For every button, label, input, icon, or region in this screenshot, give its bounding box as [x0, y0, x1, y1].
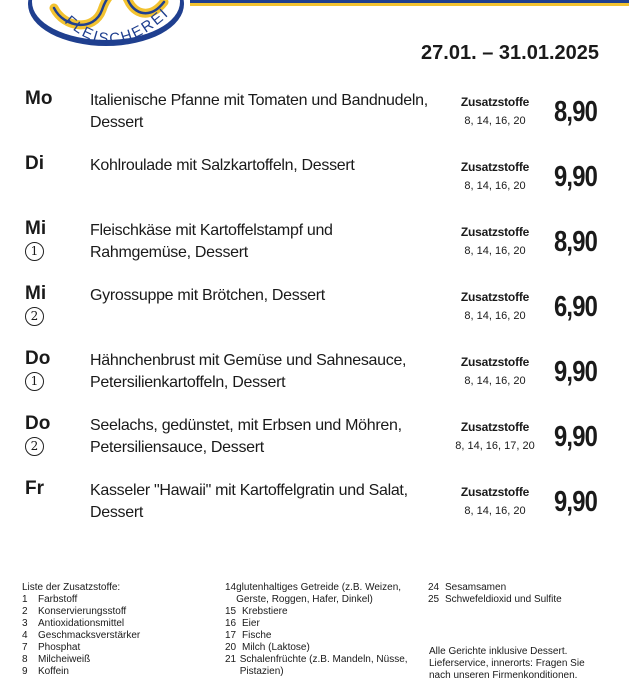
additives-codes: 8, 14, 16, 20	[464, 375, 526, 387]
additive-name: Sesamsamen	[445, 582, 507, 593]
menu-row	[0, 153, 629, 217]
additive-number: 9	[22, 666, 28, 677]
additives-codes: 8, 14, 16, 20	[464, 115, 526, 127]
additive-number: 15	[225, 606, 237, 617]
logo-text: FLEISCHEREI	[61, 4, 173, 48]
additive-name: Geschmacksverstärker	[38, 630, 141, 641]
menu-day	[25, 283, 70, 326]
additive-name: Koffein	[38, 666, 69, 677]
additive-number: 24	[428, 582, 440, 593]
dish-description: Kasseler "Hawaii" mit Kartoffelgratin und Salat, Dessert	[90, 482, 408, 521]
fleischerei-logo	[24, 0, 189, 70]
additive-legend-item	[225, 630, 425, 642]
additives-legend-column-2	[225, 582, 425, 678]
additive-legend-item	[428, 582, 562, 594]
additive-legend-item	[22, 642, 140, 654]
note-line-delivery: Lieferservice, innerorts: Fragen Sie	[429, 658, 585, 669]
dish-description: Fleischkäse mit Kartoffelstampf und Rahmgemüse, Dessert	[90, 222, 333, 261]
additive-name: glutenhaltiges Getreide (z.B. Weizen, Gerste, Roggen, Hafer, Dinkel)	[236, 582, 402, 605]
day-abbreviation: Di	[25, 153, 44, 174]
additive-number: 21	[225, 654, 237, 665]
additive-number: 2	[22, 606, 28, 617]
variant-number-badge: 2	[25, 307, 44, 326]
additives-info	[446, 94, 544, 130]
additives-info	[446, 419, 544, 455]
additive-name: Milch (Laktose)	[242, 642, 310, 653]
additive-legend-item	[22, 654, 140, 666]
additives-codes: 8, 14, 16, 20	[464, 245, 526, 257]
additives-info	[446, 484, 544, 520]
additives-codes: 8, 14, 16, 17, 20	[455, 440, 535, 452]
day-abbreviation: Fr	[25, 478, 44, 499]
additive-legend-item	[225, 654, 425, 678]
additives-info	[446, 289, 544, 325]
menu-day	[25, 348, 70, 391]
additive-number: 3	[22, 618, 28, 629]
day-abbreviation: Do	[25, 348, 51, 369]
additives-label: Zusatzstoffe	[460, 160, 530, 174]
day-abbreviation: Mi	[25, 218, 47, 239]
additives-legend-column-3	[428, 582, 562, 606]
additive-legend-item	[428, 594, 562, 606]
additive-legend-item	[22, 606, 140, 618]
menu-row	[0, 218, 629, 282]
variant-number-badge: 2	[25, 437, 44, 456]
price: 8,90	[554, 226, 598, 258]
additives-label: Zusatzstoffe	[460, 420, 530, 434]
day-abbreviation: Mi	[25, 283, 47, 304]
additives-codes: 8, 14, 16, 20	[464, 180, 526, 192]
menu-day	[25, 413, 70, 456]
variant-number-badge: 1	[25, 372, 44, 391]
additive-number: 16	[225, 618, 237, 629]
price: 9,90	[554, 356, 598, 388]
additives-legend-column-1	[22, 594, 140, 678]
note-line-dessert: Alle Gerichte inklusive Dessert.	[429, 646, 568, 657]
dish-description: Kohlroulade mit Salzkartoffeln, Dessert	[90, 157, 355, 174]
logo-graphic	[24, 0, 189, 70]
additive-legend-item	[22, 630, 140, 642]
additives-label: Zusatzstoffe	[460, 485, 530, 499]
menu-row	[0, 478, 629, 542]
additives-label: Zusatzstoffe	[460, 225, 530, 239]
additive-name: Milcheiweiß	[38, 654, 91, 665]
additive-name: Fische	[242, 630, 272, 641]
menu-row	[0, 88, 629, 152]
dish-description: Italienische Pfanne mit Tomaten und Bandnudeln, Dessert	[90, 92, 428, 131]
additives-codes: 8, 14, 16, 20	[464, 505, 526, 517]
menu-day	[25, 153, 70, 175]
note-line-conditions: nach unseren Firmenkonditionen.	[429, 670, 578, 681]
additive-number: 1	[22, 594, 28, 605]
menu-day	[25, 88, 70, 110]
additive-name: Krebstiere	[242, 606, 288, 617]
price: 9,90	[554, 486, 598, 518]
additives-info	[446, 354, 544, 390]
additive-name: Schwefeldioxid und Sulfite	[445, 594, 562, 605]
additive-number: 8	[22, 654, 28, 665]
additives-label: Zusatzstoffe	[460, 95, 530, 109]
price: 9,90	[554, 421, 598, 453]
price: 9,90	[554, 161, 598, 193]
additive-legend-item	[22, 618, 140, 630]
variant-number-badge: 1	[25, 242, 44, 261]
additive-legend-item	[225, 618, 425, 630]
additive-name: Eier	[242, 618, 260, 629]
day-abbreviation: Do	[25, 413, 51, 434]
additive-name: Farbstoff	[38, 594, 78, 605]
footer	[0, 580, 629, 681]
additive-name: Phosphat	[38, 642, 81, 653]
additive-name: Schalenfrüchte (z.B. Mandeln, Nüsse, Pistazien)	[239, 654, 408, 677]
date-range: 27.01. – 31.01.2025	[421, 42, 599, 64]
additive-number: 4	[22, 630, 28, 641]
day-abbreviation: Mo	[25, 88, 53, 109]
additive-number: 7	[22, 642, 28, 653]
additive-legend-item	[225, 582, 425, 606]
dish-description: Seelachs, gedünstet, mit Erbsen und Möhren, Petersiliensauce, Dessert	[90, 417, 402, 456]
additives-legend-title: Liste der Zusatzstoffe:	[22, 582, 121, 593]
dish-description: Hähnchenbrust mit Gemüse und Sahnesauce, Petersilienkartoffeln, Dessert	[90, 352, 407, 391]
menu-row	[0, 348, 629, 412]
additive-number: 25	[428, 594, 440, 605]
additives-label: Zusatzstoffe	[460, 290, 530, 304]
price: 6,90	[554, 291, 598, 323]
menu-row	[0, 413, 629, 477]
additive-name: Antioxidationsmittel	[38, 618, 125, 629]
menu-day	[25, 478, 70, 500]
additives-info	[446, 159, 544, 195]
additive-name: Konservierungsstoff	[38, 606, 127, 617]
additive-legend-item	[225, 642, 425, 654]
additives-label: Zusatzstoffe	[460, 355, 530, 369]
additive-number: 17	[225, 630, 237, 641]
additive-number: 20	[225, 642, 237, 653]
additives-codes: 8, 14, 16, 20	[464, 310, 526, 322]
price: 8,90	[554, 96, 598, 128]
menu-day	[25, 218, 70, 261]
dish-description: Gyrossuppe mit Brötchen, Dessert	[90, 287, 325, 304]
additive-legend-item	[22, 594, 140, 606]
menu-row	[0, 283, 629, 347]
additive-number: 14	[225, 582, 237, 593]
additives-info	[446, 224, 544, 260]
additive-legend-item	[225, 606, 425, 618]
footer-notes	[429, 646, 604, 682]
additive-legend-item	[22, 666, 140, 678]
header-stripe-yellow	[190, 3, 629, 6]
